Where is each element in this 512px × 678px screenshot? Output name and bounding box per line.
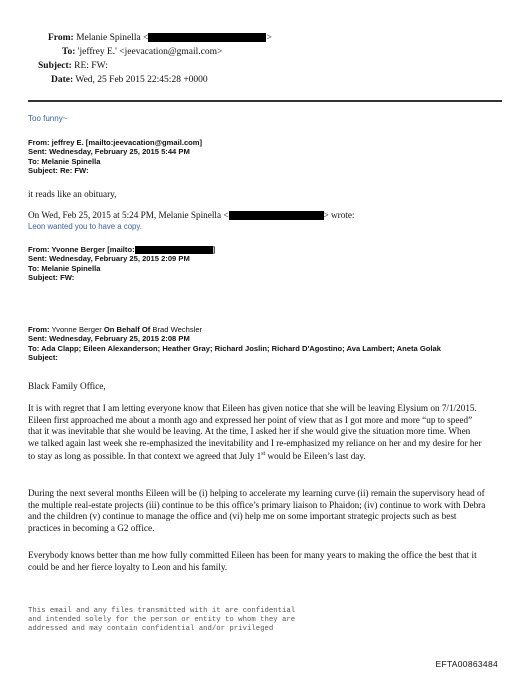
msg3-header: From: Yvonne Berger [mailto: ] Sent: Wednesday, February 25, 2015 2:09 PM To: Melanie Spinella Subject: FW:	[28, 245, 216, 283]
page-id: EFTA00863484	[435, 659, 498, 669]
top-subject-line: Subject: RE: FW:	[38, 61, 108, 71]
msg4-header: From: Yvonne Berger On Behalf Of Brad Wechsler Sent: Wednesday, February 25, 2015 2:08 PM To: Ada Clapp; Eileen Alexanderson; Heather Gray; Richard Joslin; Richard D'Agostino; Ava Lambert; Aneta Golak Subject:	[28, 325, 441, 363]
divider	[28, 100, 502, 102]
reply-text: Too funny~	[28, 114, 68, 123]
msg2-body: it reads like an obituary,	[28, 189, 117, 199]
msg2-header: From: jeffrey E. [mailto:jeevacation@gmail.com] Sent: Wednesday, February 25, 2015 5:44 PM To: Melanie Spinella Subject: Re: FW:	[28, 138, 203, 176]
blue-note: Leon wanted you to have a copy.	[28, 222, 142, 231]
redaction-bar	[148, 33, 266, 42]
letter-paragraph-3: Everybody knows better than me how fully committed Eileen has been for many years to making the office the best that it could be and her fierce loyalty to Leon and his family.	[28, 550, 477, 572]
letter-greeting: Black Family Office,	[28, 381, 106, 391]
top-to-line: To: 'jeffrey E.' <jeevacation@gmail.com>	[62, 47, 223, 57]
top-date-line: Date: Wed, 25 Feb 2015 22:45:28 +0000	[51, 75, 208, 85]
letter-paragraph-1: It is with regret that I am letting everyone know that Eileen has given notice that she will be leaving Elysium on 7/1/2015. Eileen first approached me about a month ago and expressed her point of view that as I got more and more “up to speed” that it was inevitable that she would be leaving. At the time, I asked her if she would give the situation more time. When we talked again last week she re-emphasized the inevitability and I re-emphasized my reliance on her and my desire for her to stay as long as possible. In that context we agreed that July 1st would be Eileen’s last day.	[28, 403, 482, 462]
redaction-bar	[229, 211, 324, 220]
top-from-line: From: Melanie Spinella < >	[48, 33, 272, 43]
msg2-quote-line: On Wed, Feb 25, 2015 at 5:24 PM, Melanie Spinella < > wrote:	[28, 210, 355, 220]
redaction-bar	[135, 246, 213, 254]
disclaimer: This email and any files transmitted with it are confidential and intended solely for the person or entity to whom they are addressed and may contain confidential and/or privileged	[28, 607, 296, 634]
letter-paragraph-2: During the next several months Eileen will be (i) helping to accelerate my learning curve (ii) remain the supervisory head of the multiple real-estate projects (iii) continue to be this office’s primary liaison to Phaidon; (iv) continue to work with Debra and the children (v) continue to manage the office and (vi) help me on some important strategic projects such as best practices in becoming a G2 office.	[28, 488, 486, 533]
